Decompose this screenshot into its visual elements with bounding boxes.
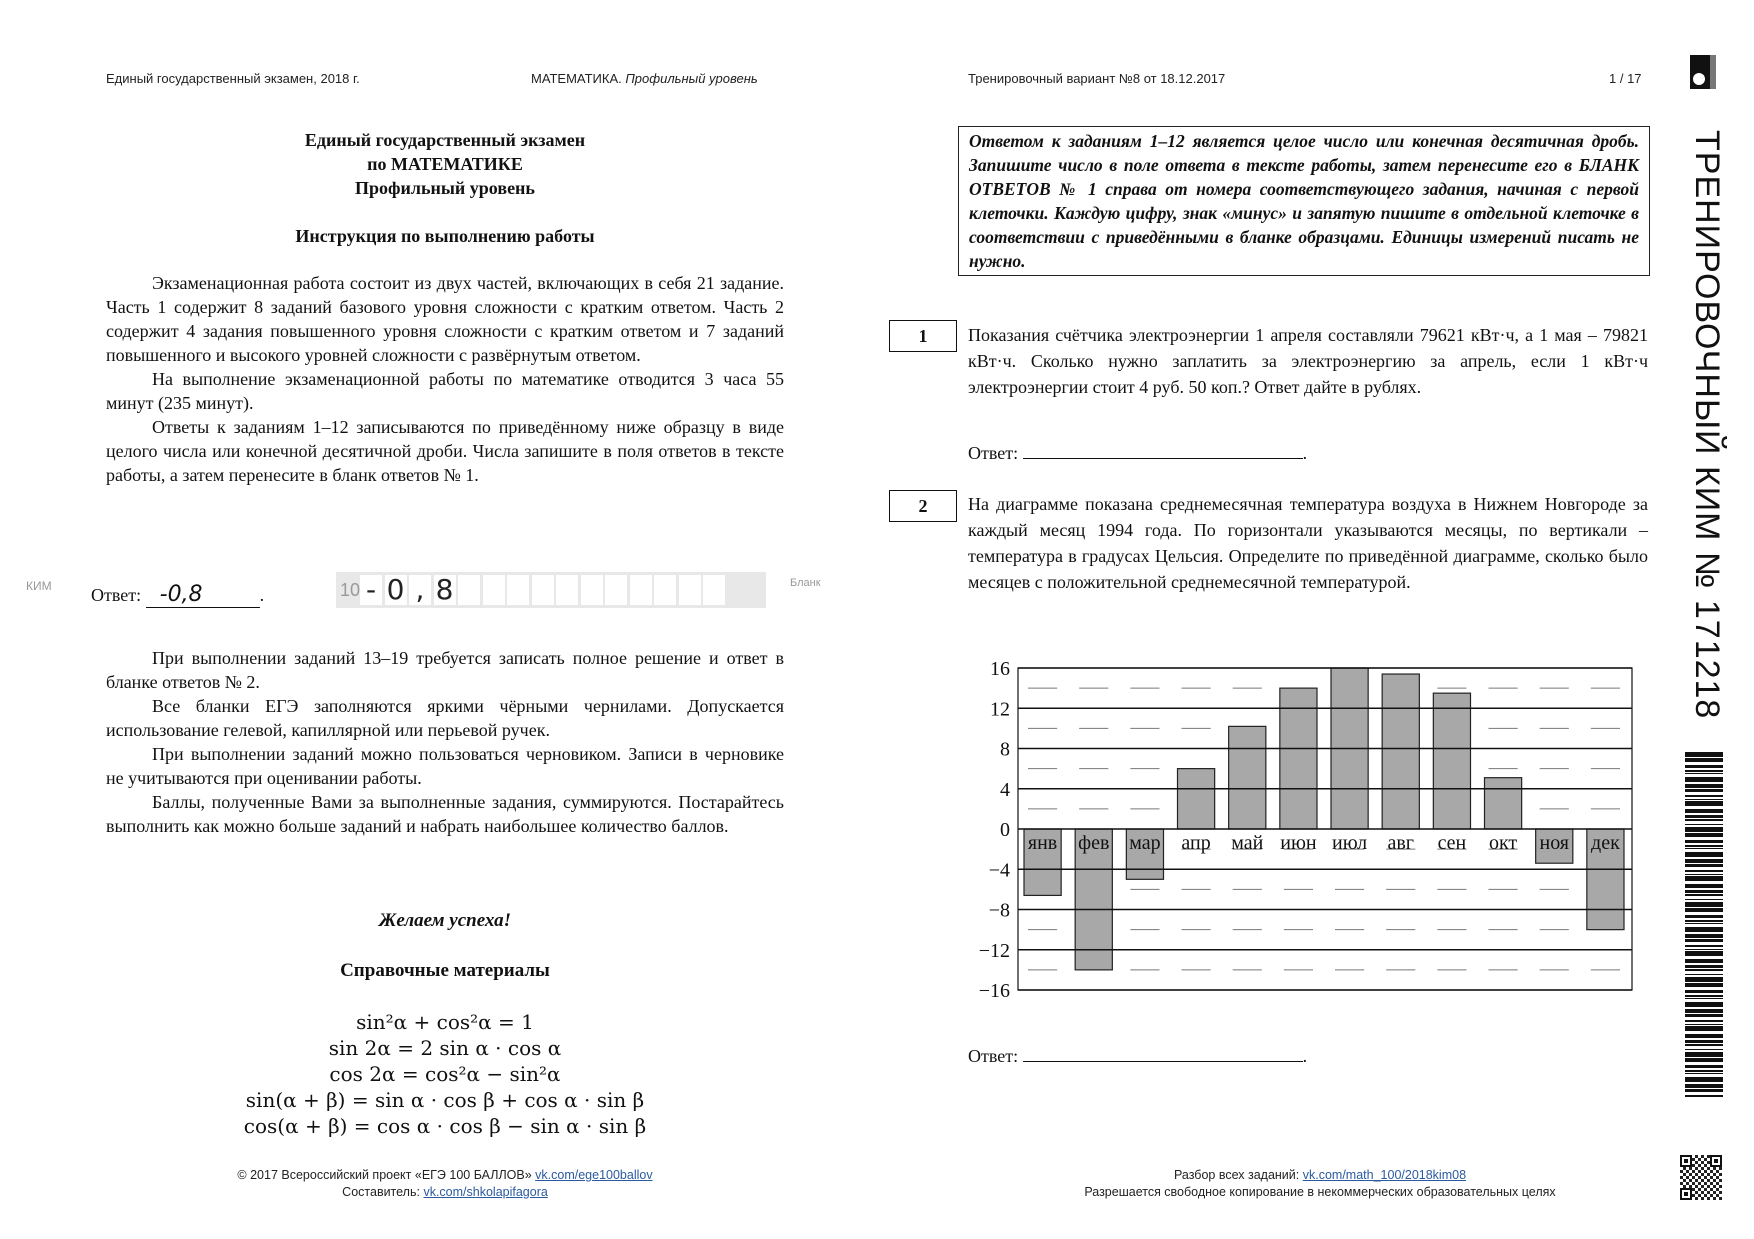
period: . [259,585,265,605]
title-line: по МАТЕМАТИКЕ [367,154,523,174]
header-level: Профильный уровень [625,71,758,86]
footer-text: Разбор всех заданий: [1173,1168,1300,1182]
header-right: Тренировочный вариант №8 от 18.12.2017 [968,71,1226,86]
answer-cell [556,575,578,605]
task-number-1: 1 [889,320,957,352]
task-1-answer-field[interactable] [1023,440,1303,459]
answer-cell [483,575,505,605]
sample-answer [91,582,264,608]
answer-cell [605,575,627,605]
task-2-text: На диаграмме показана среднемесячная температура воздуха в Нижнем Новгороде за каждый месяц 1994 года. По горизонтали указываются месяцы, по вертикали – температура в градусах Цельсия. Определите по приведённой диаграмме, сколько было месяцев с положительной среднемесячной температурой. [968,494,1648,592]
answer-cell: 0 [385,575,407,605]
svg-text:июн: июн [1280,832,1317,854]
answer-cell [507,575,529,605]
svg-text:−8: −8 [988,899,1010,922]
sample-answer-label: Ответ: [91,585,142,605]
title-line: Профильный уровень [355,178,535,198]
paragraph: Баллы, полученные Вами за выполненные задания, суммируются. Постарайтесь выполнить как можно больше заданий и набрать наибольшее количество баллов. [106,792,784,836]
formula: cos 2α = cos²α − sin²α [329,1062,561,1086]
vertical-title-text: ТРЕНИРОВОЧНЫЙ КИМ № 171218 [1688,130,1726,720]
answer-cell [581,575,603,605]
vk-math100-link[interactable]: vk.com/math_100/2018kim08 [1302,1168,1467,1182]
answer-cell [703,575,725,605]
chart-svg [960,650,1660,1010]
svg-text:фев: фев [1078,832,1110,854]
barcode-icon [1683,752,1725,1102]
corner-marker-icon [1690,55,1716,89]
svg-text:−12: −12 [978,939,1010,962]
answer-cell [458,575,480,605]
answer-cell [654,575,676,605]
answer-cell: - [360,575,382,605]
answer-cell: 8 [434,575,456,605]
paragraph: На выполнение экзаменационной работы по математике отводится 3 часа 55 минут (235 минут). [106,369,784,413]
svg-text:апр: апр [1181,832,1211,854]
bar-июн [1280,688,1317,829]
instructions-top [106,271,784,487]
bar-май [1229,726,1266,829]
formula: sin(α + β) = sin α · cos β + cos α · sin β [245,1088,645,1112]
bar-сен [1433,693,1470,829]
qr-code-icon [1678,1153,1724,1203]
task-2-answer-field[interactable] [1023,1043,1303,1062]
footer-line [980,1167,1660,1184]
bar-окт [1485,778,1522,829]
header-left: Единый государственный экзамен, 2018 г. [106,71,360,86]
task-number-2: 2 [889,490,957,522]
instructions-title: Инструкция по выполнению работы [295,226,595,246]
footer-line [106,1167,784,1184]
instructions-bottom [106,646,784,838]
paragraph: Экзаменационная работа состоит из двух частей, включающих в себя 21 задание. Часть 1 содержит 8 заданий базового уровня сложности с кратким ответом. Часть 2 содержит 4 задания повышенного уровня сложности с кратким ответом и 7 заданий повышенного и высокого уровней сложности с развёрнутым ответом. [106,273,784,365]
sample-answer-value: -0,8 [146,582,260,608]
vk-shkolapifagora-link[interactable]: vk.com/shkolapifagora [423,1185,548,1199]
temperature-bar-chart [960,650,1660,1010]
exam-title [106,128,784,200]
task-2-answer [968,1043,1307,1067]
vk-ege100ballov-link[interactable]: vk.com/ege100ballov [535,1168,653,1182]
title-line: Единый государственный экзамен [304,130,586,150]
formula: sin 2α = 2 sin α · cos α [328,1036,562,1060]
period: . [1302,443,1308,463]
svg-text:июл: июл [1332,832,1368,854]
task-1-text: Показания счётчика электроэнергии 1 апреля составляли 79621 кВт·ч, а 1 мая – 79821 кВт·ч. Сколько нужно заплатить за электроэнергию за апрель, если 1 кВт·ч электроэнергии стоит 4 руб. 50 коп.? Ответ дайте в рублях. [968,325,1648,397]
page-number: 1 / 17 [1609,71,1642,86]
svg-text:окт: окт [1488,832,1518,854]
answer-cell [679,575,701,605]
blank-label: Бланк [790,577,821,589]
vertical-kim-title [1688,130,1728,730]
svg-text:16: 16 [990,658,1010,680]
footer-text: Разрешается свободное копирование в некоммерческих образовательных целях [1084,1185,1556,1199]
svg-text:дек: дек [1591,832,1620,854]
reference-title: Справочные материалы [340,960,550,981]
svg-text:сен: сен [1437,832,1467,854]
answer-rules-box: Ответом к заданиям 1–12 является целое число или конечная десятичная дробь. Запишите число в поле ответа в тексте работы, затем перенесите его в БЛАНК ОТВЕТОВ № 1 справа от номера соответствующего задания, начиная с первой клеточки. Каждую цифру, знак «минус» и запятую пишите в отдельной клеточке в соответствии с приведёнными в бланке образцами. Единицы измерений писать не нужно. [958,126,1650,276]
qr-graphic [1678,1153,1724,1203]
formulas [106,1009,784,1139]
task-1-answer [968,440,1307,464]
header-subject: МАТЕМАТИКА. [531,71,622,86]
answer-label: Ответ: [968,1046,1019,1066]
svg-text:−16: −16 [978,980,1010,1002]
paragraph: Все бланки ЕГЭ заполняются яркими чёрными чернилами. Допускается использование гелевой, капиллярной или перьевой ручек. [106,696,784,740]
answer-cell [532,575,554,605]
right-footer [980,1167,1660,1201]
svg-text:−4: −4 [988,859,1010,882]
footer-text: © 2017 Всероссийский проект «ЕГЭ 100 БАЛЛОВ» [237,1168,532,1182]
period: . [1302,1046,1308,1066]
cells-prefix: 10 [340,579,361,600]
wish-text: Желаем успеха! [378,910,512,931]
formula: sin²α + cos²α = 1 [356,1010,534,1034]
svg-text:ноя: ноя [1539,832,1570,854]
footer-line [106,1184,784,1201]
formula: cos(α + β) = cos α · cos β − sin α · sin β [243,1114,647,1138]
paragraph: Ответы к заданиям 1–12 записываются по приведённому ниже образцу в виде целого числа или конечной десятичной дроби. Числа запишите в поля ответов в тексте работы, а затем перенесите в бланк ответов № 1. [106,417,784,485]
answer-cell: , [409,575,431,605]
header-center [531,71,758,86]
answer-label: Ответ: [968,443,1019,463]
svg-text:12: 12 [990,698,1010,721]
bar-авг [1382,674,1419,829]
barcode-graphic [1683,752,1725,1102]
svg-text:май: май [1231,832,1264,854]
left-footer [106,1167,784,1201]
kim-label: КИМ [26,579,52,593]
svg-text:8: 8 [1000,738,1010,761]
footer-text: Составитель: [342,1185,420,1199]
paragraph: При выполнении заданий 13–19 требуется записать полное решение и ответ в бланке ответов № 2. [106,648,784,692]
svg-text:янв: янв [1027,832,1058,854]
answer-cell [630,575,652,605]
svg-text:0: 0 [1000,819,1010,841]
svg-text:4: 4 [1000,778,1010,801]
paragraph: При выполнении заданий можно пользоваться черновиком. Записи в черновике не учитываются при оценивании работы. [106,744,784,788]
bar-апр [1178,769,1215,829]
svg-text:мар: мар [1129,832,1161,854]
answer-cells-sample [336,572,766,608]
svg-text:авг: авг [1387,832,1415,854]
